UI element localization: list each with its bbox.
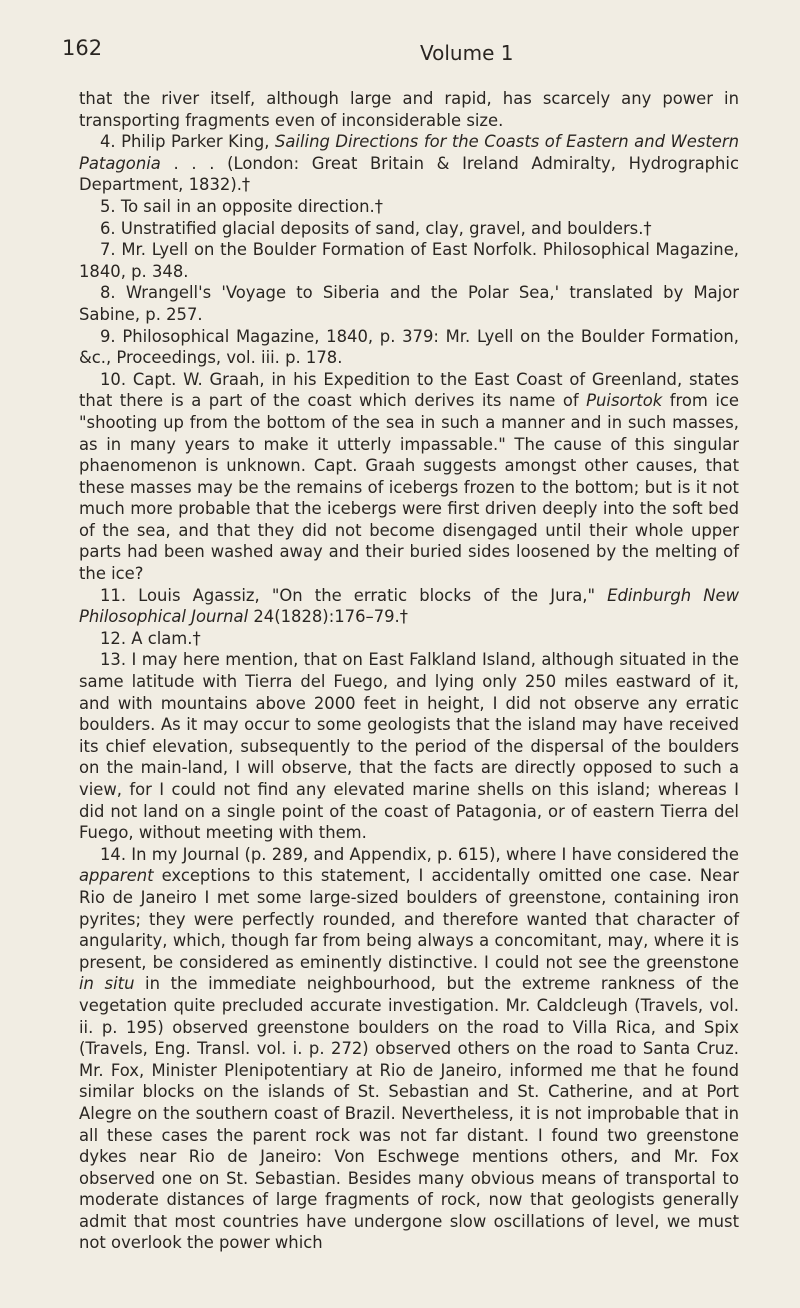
notes-text xyxy=(79,88,739,1254)
note-11-journal: Edinburgh New Philosophical Journal xyxy=(79,585,739,627)
note-12: 12. A clam.† xyxy=(100,628,201,648)
note-14-text-a: 14. In my Journal (p. 289, and Appendix, p. 615), where I have considered the xyxy=(100,844,739,864)
note-14-emphasis-in-situ: in situ xyxy=(79,974,135,994)
note-4-text-end: . . . (London: Great Britain & Ireland Admiralty, Hydrographic Department, 1832).† xyxy=(79,153,739,195)
note-6: 6. Unstratified glacial deposits of sand, clay, gravel, and boulders.† xyxy=(100,218,652,238)
note-10 xyxy=(79,369,739,585)
note-4 xyxy=(79,131,739,196)
note-10-placename: Puisortok xyxy=(586,391,663,411)
note-14-text-c: in the immediate neighbourhood, but the extreme rankness of the vegetation quite precluded accurate investigation. Mr. Caldcleugh (Travels, vol. ii. p. 195) observed greenstone boulders on the road to Villa Rica, and Spix (Travels, Eng. Transl. vol. i. p. 272) observed others on the road to Santa Cruz. Mr. Fox, Minister Plenipotentiary at Rio de Janeiro, informed me that he found similar blocks on the islands of St. Sebastian and St. Catherine, and at Port Alegre on the southern coast of Brazil. Nevertheless, it is not improbable that in all these cases the parent rock was not far distant. I found two greenstone dykes near Rio de Janeiro: Von Eschwege mentions others, and Mr. Fox observed one on St. Sebastian. Besides many obvious means of transportal to moderate distances of large fragments of rock, now that geologists generally admit that most countries have undergone slow oscillations of level, we must not overlook the power which xyxy=(79,974,739,1253)
note-4-text: 4. Philip Parker King, xyxy=(100,132,275,152)
note-9: 9. Philosophical Magazine, 1840, p. 379: Mr. Lyell on the Boulder Formation, &c., Proceedings, vol. iii. p. 178. xyxy=(79,326,739,368)
note-14 xyxy=(79,844,739,1254)
page-number: 162 xyxy=(62,36,103,60)
note-5: 5. To sail in an opposite direction.† xyxy=(100,196,383,216)
note-14-text-b: exceptions to this statement, I accidentally omitted one case. Near Rio de Janeiro I met some large-sized boulders of greenstone, containing iron pyrites; they were perfectly rounded, and therefore wanted that character of angularity, which, though far from being always a concomitant, may, where it is present, be considered as eminently distinctive. I could not see the greenstone xyxy=(79,866,739,972)
note-11 xyxy=(79,585,739,628)
note-13: 13. I may here mention, that on East Falkland Island, although situated in the same latitude with Tierra del Fuego, and lying only 250 miles eastward of it, and with mountains above 2000 feet in height, I did not observe any erratic boulders. As it may occur to some geologists that the island may have received its chief elevation, subsequently to the period of the dispersal of the boulders on the main-land, I will observe, that the facts are directly opposed to such a view, for I could not find any elevated marine shells on this island; whereas I did not land on a single point of the coast of Patagonia, or of eastern Tierra del Fuego, without meeting with them. xyxy=(79,650,739,843)
running-head: Volume 1 xyxy=(420,41,514,65)
note-11-text: 11. Louis Agassiz, "On the erratic blocks of the Jura," xyxy=(100,585,608,605)
note-7: 7. Mr. Lyell on the Boulder Formation of East Norfolk. Philosophical Magazine, 1840, p. 348. xyxy=(79,240,739,281)
note-10-text-end: from ice "shooting up from the bottom of the sea in such a manner and in such masses, as in many years to make it utterly impassable." The cause of this singular phaenomenon is unknown. Capt. Graah suggests amongst other causes, that these masses may be the remains of icebergs frozen to the bottom; but is it not much more probable that the icebergs were first driven deeply into the soft bed of the sea, and that they did not become disengaged until their whole upper parts had been washed away and their buried sides loosened by the melting of the ice? xyxy=(79,391,740,584)
note-4-title: Sailing Directions for the Coasts of Eastern and Western Patagonia xyxy=(79,132,739,173)
note-11-text-end: 24(1828):176–79.† xyxy=(248,607,408,627)
note-8: 8. Wrangell's 'Voyage to Siberia and the Polar Sea,' translated by Major Sabine, p. 257. xyxy=(79,283,739,324)
note-14-emphasis-apparent: apparent xyxy=(79,866,154,886)
note-10-text: 10. Capt. W. Graah, in his Expedition to the East Coast of Greenland, states that there is a part of the coast which derives its name of xyxy=(79,369,739,411)
continuation-paragraph: that the river itself, although large and rapid, has scarcely any power in transporting fragments even of inconsiderable size. xyxy=(79,89,739,130)
